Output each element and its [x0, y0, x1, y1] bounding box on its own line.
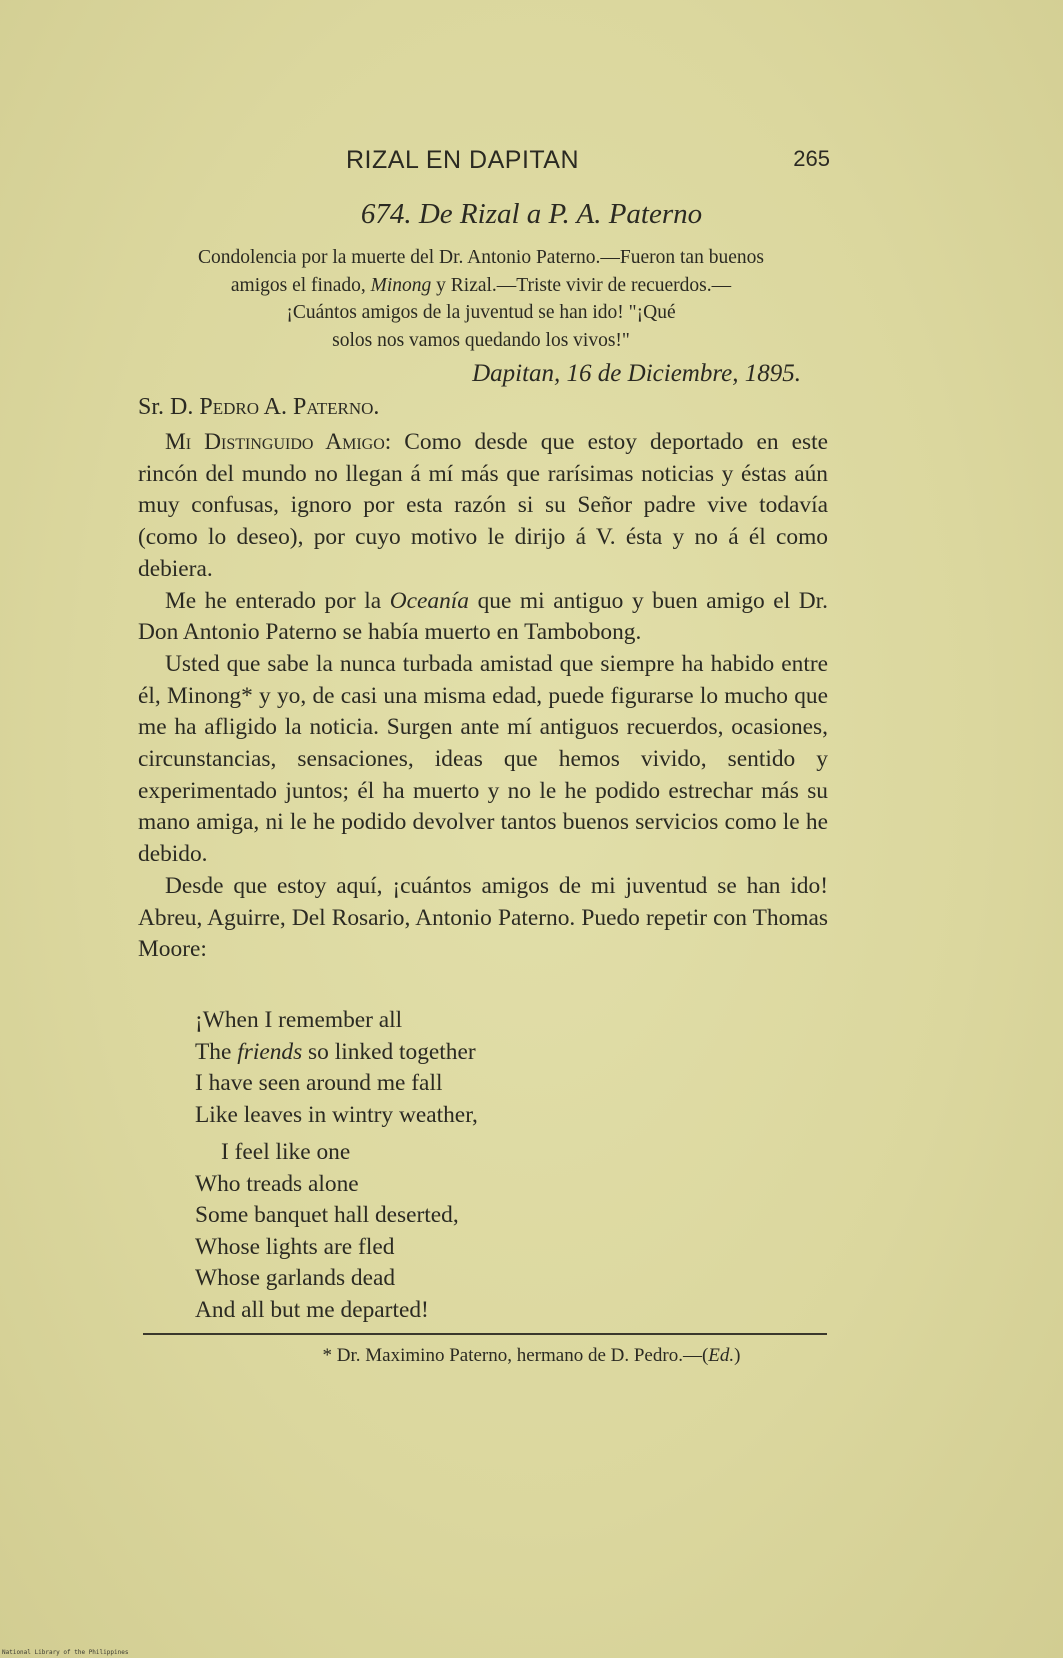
poem-line: I have seen around me fall [195, 1070, 443, 1096]
poem-line: Like leaves in wintry weather, [195, 1101, 478, 1128]
poem-line: Some banquet hall deserted, [195, 1202, 459, 1228]
footnote-rule [143, 1333, 827, 1335]
summary-text: y Rizal.—Triste vivir de recuerdos.— [431, 274, 732, 296]
paragraph [138, 427, 828, 586]
poem-line: I feel like one [221, 1139, 351, 1165]
paragraph-text: que mi antiguo y buen amigo el Dr. Don Antonio Paterno se había muerto en Tambobong. [138, 587, 829, 646]
salutation-prefix: Sr. D. [138, 394, 200, 420]
poem-line: And all but me departed! [195, 1296, 429, 1323]
footnote [0, 1345, 1063, 1367]
footnote-close: ) [734, 1345, 741, 1366]
greeting: Mi Distinguido Amigo [165, 429, 385, 455]
dateline: Dapitan, 16 de Diciembre, 1895. [472, 360, 801, 387]
poem-line: ¡When I remember all [195, 1007, 403, 1033]
summary-line: solos nos vamos quedando los vivos!" [332, 329, 630, 351]
salutation [138, 394, 379, 421]
summary-line: Condolencia por la muerte del Dr. Antonio Paterno.—Fueron tan buenos [198, 247, 764, 268]
poem-line: Whose lights are fled [195, 1233, 395, 1260]
page-number: 265 [793, 146, 830, 171]
paragraph-text: Me he enterado por la [165, 587, 390, 614]
poem-text: The [195, 1038, 238, 1065]
editor-mark: Ed. [708, 1345, 735, 1366]
library-credit: National Library of the Philippines [2, 1649, 129, 1656]
recipient-name: Pedro A. Paterno. [199, 394, 380, 420]
summary-line [136, 272, 826, 300]
newspaper-title: Oceanía [389, 587, 469, 614]
running-title: RIZAL EN DAPITAN [346, 146, 580, 174]
paragraph: Desde que estoy aquí, ¡cuántos amigos de mi juventud se han ido! Abreu, Aguirre, Del Rosario, Antonio Paterno. Puedo repetir con Thomas Moore: [138, 872, 828, 963]
poem [195, 1005, 478, 1326]
page-header [140, 146, 830, 180]
summary-line: ¡Cuántos amigos de la juventud se han ido! "¡Qué [286, 302, 676, 323]
poem-italic-word: friends [237, 1038, 303, 1065]
poem-text: so linked together [302, 1038, 476, 1065]
letter-title: 674. De Rizal a P. A. Paterno [360, 198, 703, 230]
poem-line [195, 1037, 478, 1069]
paragraph [138, 586, 828, 649]
summary-text: amigos el finado, [230, 274, 371, 296]
footnote-text: * Dr. Maximino Paterno, hermano de D. Pedro.—( [322, 1345, 709, 1366]
letter-body [138, 427, 828, 966]
paragraph: Usted que sabe la nunca turbada amistad que siempre ha habido entre él, Minong* y yo, de casi una misma edad, puede figurarse lo mucho que me ha afligido la noticia. Surgen ante mí antiguos recuerdos, ocasiones, circunstancias, sensaciones, ideas que hemos vivido, sentido y experimentado juntos; él ha muerto y no le he podido estrechar más su mano amiga, ni le he podido devolver tantos buenos servicios como le he debido. [138, 650, 828, 868]
summary-italic-name: Minong [370, 274, 432, 296]
paragraph-text: : Como desde que estoy deportado en este rincón del mundo no llegan á mí más que rarísimas noticias y éstas aún muy confusas, ignoro por esta razón si su Señor padre vive todavía (como lo deseo), por cuyo motivo le dirijo á V. ésta y no á él como debiera. [138, 429, 828, 582]
poem-line: Who treads alone [195, 1170, 359, 1197]
poem-line: Whose garlands dead [195, 1265, 396, 1291]
letter-summary [136, 244, 826, 354]
